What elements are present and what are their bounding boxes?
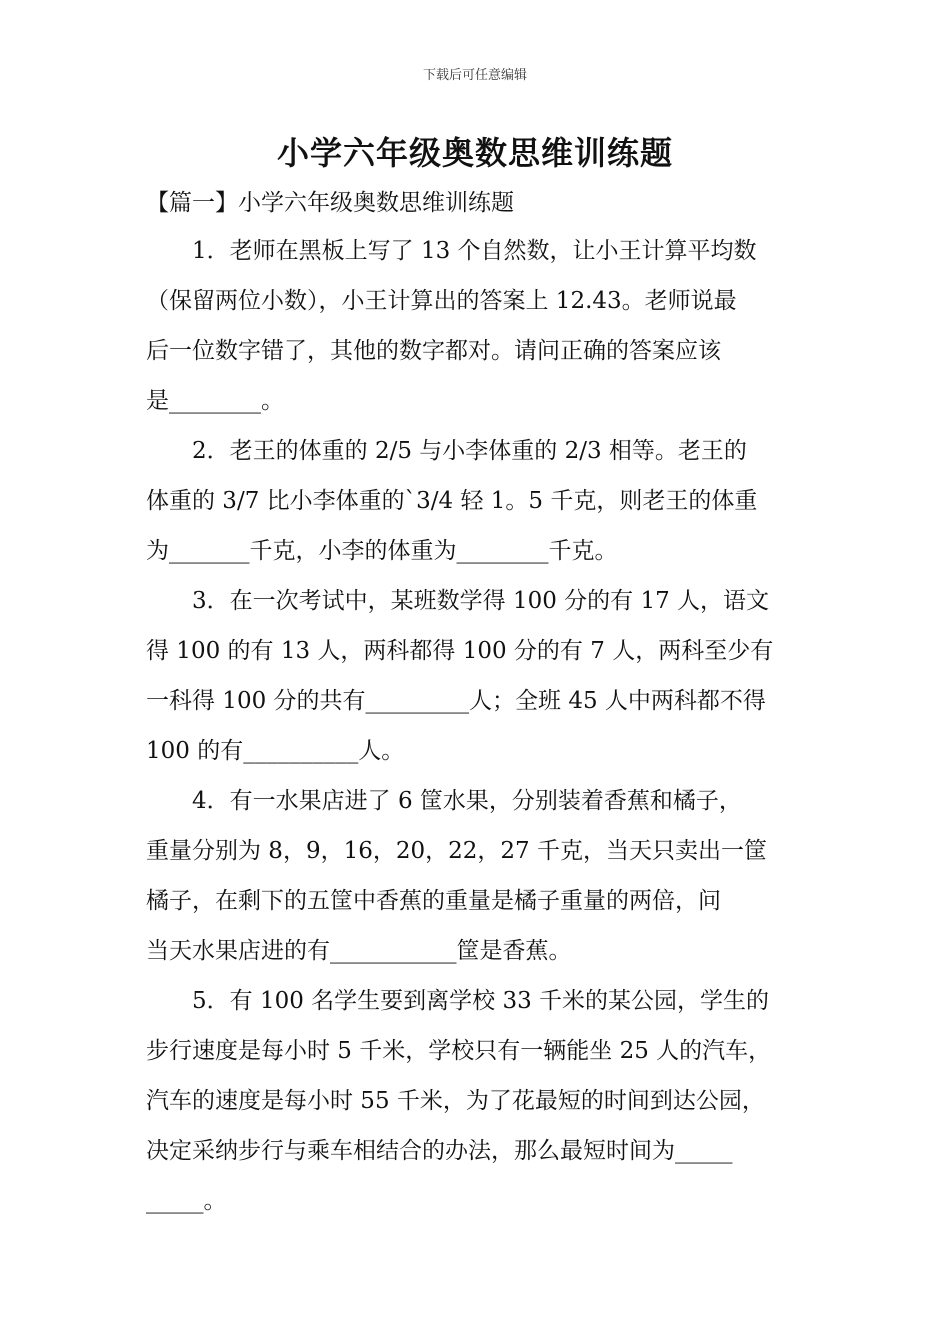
question-line: 步行速度是每小时 5 千米，学校只有一辆能坐 25 人的汽车，: [146, 1038, 772, 1064]
question-line: （保留两位小数），小王计算出的答案上 12.43。老师说最: [146, 288, 737, 314]
question-5: [146, 986, 814, 1236]
question-line: 5．有 100 名学生要到离学校 33 千米的某公园，学生的: [192, 988, 770, 1014]
question-line: 1．老师在黑板上写了 13 个自然数，让小王计算平均数: [192, 238, 757, 264]
page-header-note: 下载后可任意编辑: [422, 68, 527, 83]
question-line: 3．在一次考试中，某班数学得 100 分的有 17 人，语文: [192, 588, 770, 614]
question-line: 4．有一水果店进了 6 筐水果，分别装着香蕉和橘子，: [192, 788, 742, 814]
question-1: [146, 236, 814, 436]
question-line: 为_______千克，小李的体重为________千克。: [146, 538, 618, 564]
question-line: 当天水果店进的有___________筐是香蕉。: [146, 938, 572, 964]
question-3: [146, 586, 814, 786]
question-2: [146, 436, 814, 586]
question-line: 得 100 的有 13 人，两科都得 100 分的有 7 人，两科至少有: [146, 638, 774, 664]
question-4: [146, 786, 814, 986]
question-line: 是________。: [146, 388, 284, 414]
question-line: 橘子，在剩下的五筐中香蕉的重量是橘子重量的两倍，问: [146, 888, 721, 914]
question-line: 2．老王的体重的 2/5 与小李体重的 2/3 相等。老王的: [192, 438, 747, 464]
question-line: 一科得 100 分的共有_________人；全班 45 人中两科都不得: [146, 688, 766, 714]
question-line: 汽车的速度是每小时 55 千米，为了花最短的时间到达公园，: [146, 1088, 765, 1114]
section-heading: 【篇一】小学六年级奥数思维训练题: [146, 190, 514, 216]
question-line: 后一位数字错了，其他的数字都对。请问正确的答案应该: [146, 338, 721, 364]
question-line: 体重的 3/7 比小李体重的`3/4 轻 1。5 千克，则老王的体重: [146, 488, 758, 514]
question-line: _____。: [146, 1188, 227, 1214]
question-line: 决定采纳步行与乘车相结合的办法，那么最短时间为_____: [146, 1138, 733, 1164]
question-line: 重量分别为 8，9，16，20，22，27 千克，当天只卖出一筐: [146, 838, 767, 864]
question-line: 100 的有__________人。: [146, 738, 405, 764]
document-title: 小学六年级奥数思维训练题: [276, 134, 673, 172]
